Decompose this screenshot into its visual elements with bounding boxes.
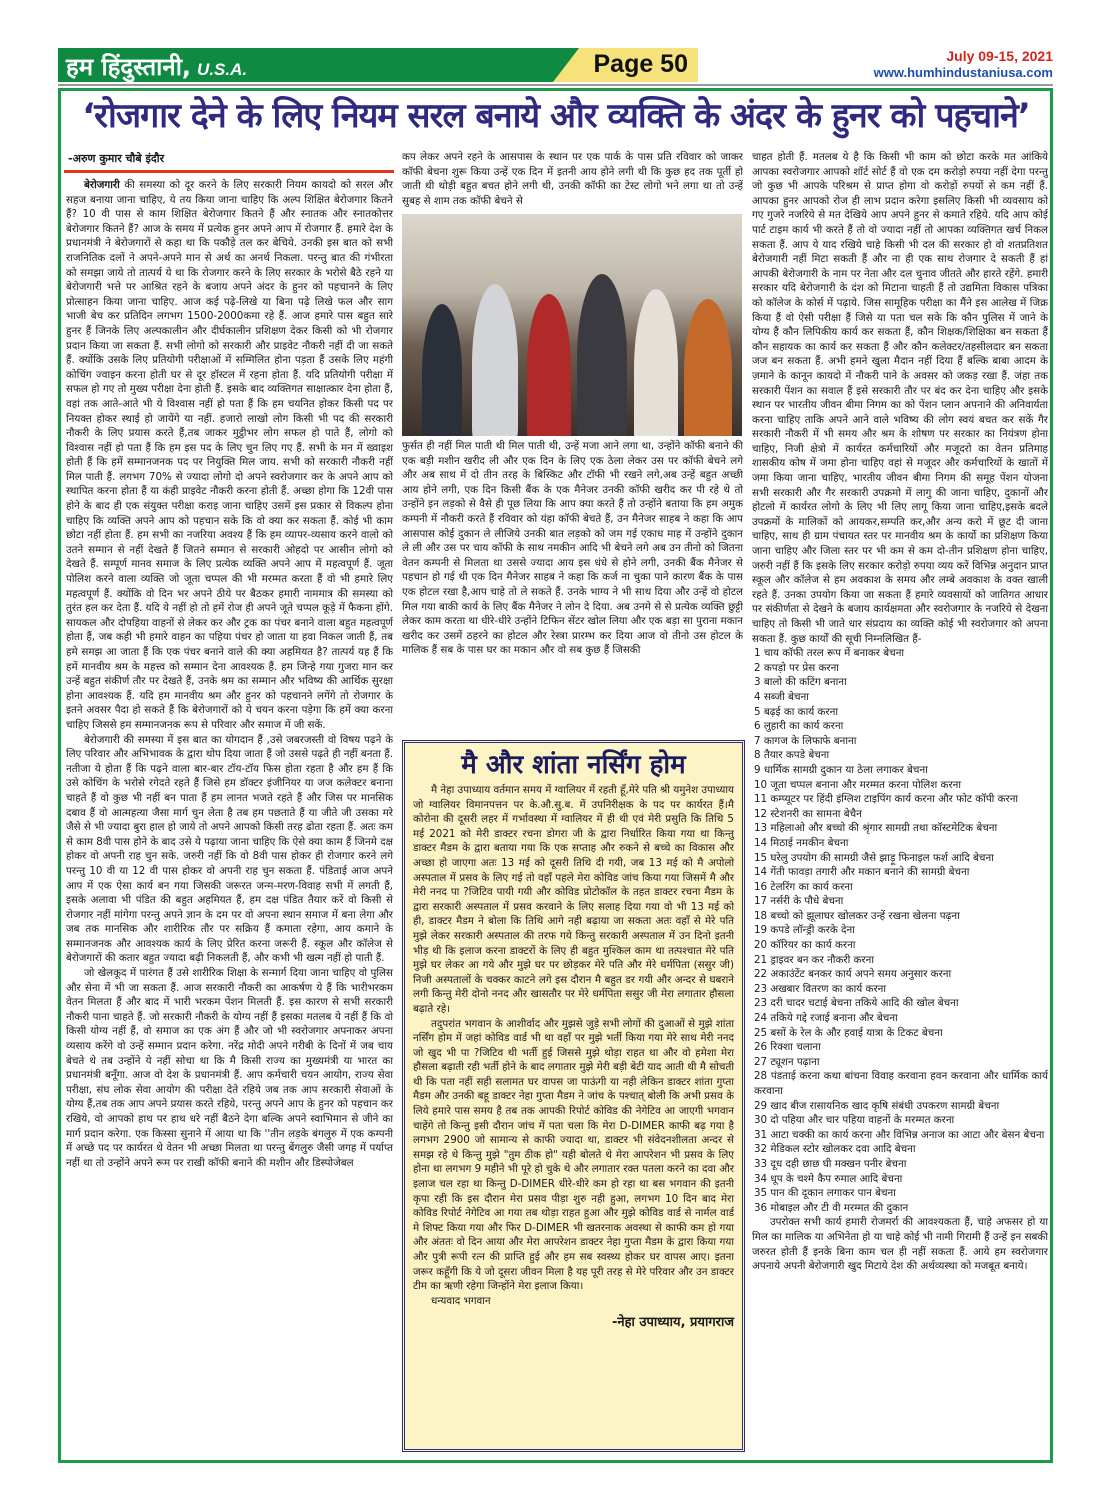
list-item: 9 धार्मिक सामग्री दुकान या ठेला लगाकर बेचना bbox=[754, 763, 928, 776]
list-item: 19 कपडे लॉन्ड्री करके देना bbox=[754, 924, 855, 937]
paragraph: चाहत होती हैं. मतलब ये है कि किसी भी काम को छोटा करके मत आंकिये आपका स्वरोजगार आपको शॉर्ट सोर्ट हैं वो एक दम करोड़ो रुपया नहीं देगा परन्तु जो कुछ भी आपके परिश्रम से प्राप्त होगा वो करोड़ों रुपयों से कम नहीं हैं. आपका हुनर आपको रोज ही लाभ प्रदान करेगा इसलिए किसी भी व्यवसाय को गए गुजरे नजरिये से मत देखिये आप अपने हुनर से कमाते रहिये. यदि आप कोई पार्ट टाइम कार्य भी करते हैं तो वो ज्यादा नहीं तो आपका व्यक्तिगत खर्च निकल सकता हैं. आप ये याद रखिये चाहे किसी भी दल की सरकार हो वो शतप्रतिशत बेरोजगारी नहीं मिटा सकती हैं और ना ही एक साथ रोजगार दे सकती हैं हां आपकी बेरोजगारी के नाम पर नेता और दल चुनाव जीतते और हारते रहेंगे. हमारी सरकार यदि बेरोजगारी के दंश को मिटाना चाहती हैं तो उद्यमिता विकास पत्रिका को कॉलेज के कोर्स में पढ़ाये. जिस सामूहिक परीक्षा का मैंने इस आलेख में जिक्र किया हैं वो ऐसी परीक्षा हैं जिसे या पता चल सके कि कौन पुलिस में जाने के योग्य हैं कौन लिपिकीय कार्य कर सकता हैं, कौन शिक्षक/शिक्षिका बन सकता हैं कौन सहायक का कार्य कर सकता हैं और कौन कलेक्टर/तहसीलदार बन सकता जज बन सकता हैं. अभी हमने खुला मैदान नहीं दिया हैं बल्कि बाबा आदम के ज़माने के कानून कायदो में नौकरी पाने के अवसर को जकड़ रखा हैं. जंहा तक सरकारी पेंशन का सवाल हैं इसे सरकारी तौर पर बंद कर देना चाहिए और इसके स्थान पर भारतीय जीवन बीमा निगम का को पेंशन प्लान अपनाने की अनिवार्यता करना चाहिए ताकि अपने आने वाले भविष्य की लोग स्वयं बचत कर सकें गैर सरकारी नौकरी में भी समय और श्रम के शोषण पर सरकार का नियंत्रण होना चाहिए, निजी क्षेत्रो में कार्यरत कर्मचारियों और मजूदरो का वेतन प्रतिमाह शासकीय कोष में जमा होना चाहिए वहां से मजूदर और कर्मचारियों के खातों में जमा किया जाना चाहिए, भारतीय जीवन बीमा निगम की समूह पेंशन योजना सभी सरकारी और गैर सरकारी उपक्रमो में लागु की जाना चाहिए, दुकानों और होटलो में कार्यरत लोगो के लिए भी लिए लागू किया जाना चाहिए,इसके बदले उपक्रमों के मालिकों को आयकर,सम्पति कर,और अन्य करो में छूट दी जाना चाहिए, साथ ही ग्राम पंचायत स्तर पर मानवीय श्रम के कार्यो का प्रशिक्षण किया जाना चाहिए और जिला स्तर पर भी कम से कम दो-तीन प्रशिक्षण होना चाहिए, जरुरी नहीं हैं कि इसके लिए सरकार करोड़ो रुपया व्यय करें विभिन्न अनुदान प्राप्त स्कूल और कॉलेज से हम अवकाश के समय और लम्बे अवकाश के वक्त खाली रहते हैं. उनका उपयोग किया जा सकता हैं हमारे व्यवसायों को जातिगत आधार पर संकीर्णता से देखने के बजाय कार्यक्षमता और स्वरोजगार के नजरिये से देखना चाहिए तो किसी भी जाते धार संप्रदाय का व्यक्ति कोई भी स्वरोजगार को अपना सकता हैं. कुछ कार्यों की सूची निम्नलिखित हैं- bbox=[752, 151, 1048, 645]
list-item: 14 गेंती फावड़ा तगारी और मकान बनाने की सामग्री बेचना bbox=[754, 866, 970, 879]
list-item: 11 कम्प्यूटर पर हिंदी इंग्लिश टाइपिंग कार्य करना और फोट कॉपी करना bbox=[754, 793, 1019, 806]
list-item: 1 चाय कॉफी तरल रूप में बनाकर बेचना bbox=[754, 647, 905, 660]
list-item: 35 पान की दूकान लगाकर पान बेचना bbox=[754, 1187, 896, 1200]
list-item: 16 टेलरिंग का कार्य करना bbox=[754, 880, 853, 893]
list-item: 10 जूता चप्पल बनाना और मरम्मत करना पोलिश करना bbox=[754, 778, 962, 791]
sidebar-story-box bbox=[402, 740, 745, 1452]
brand-logo bbox=[66, 50, 247, 83]
list-item: 3 बालो की कटिंग बनाना bbox=[754, 676, 847, 689]
list-item: 34 धूप के चश्मे कैप रुमाल आदि बेचना bbox=[754, 1172, 903, 1185]
brand-suffix: U.S.A. bbox=[197, 60, 248, 79]
news-photo-office-team bbox=[402, 214, 742, 436]
closing-paragraph: उपरोक्त सभी कार्य हमारी रोजमर्रा की आवश्यकता हैं, चाहे अफसर हो या मिल का मालिक या अभिनेता हो या चाहे कोई भी नामी गिरामी हैं उन्हें इन सबकी जरुरत होती हैं इनके बिना काम चल ही नहीं सकता हैं. आये हम स्वरोजगार अपनाये अपनी बेरोजगारी खुद मिटाये देश की अर्थव्यस्था को मजबूत बनाये। bbox=[752, 1216, 1048, 1273]
sidebar-title: मै और शांता नर्सिंग होम bbox=[461, 750, 686, 780]
list-item: 5 बढ़ई का कार्य करना bbox=[754, 705, 838, 718]
column-3 bbox=[752, 150, 1048, 1456]
byline: -अरुण कुमार चौबे इंदौर bbox=[68, 152, 165, 165]
website-link[interactable]: www.humhindustaniusa.com bbox=[873, 65, 1053, 80]
list-item: 24 तकिये गद्दे रजाई बनाना और बेचना bbox=[754, 1012, 898, 1025]
masthead bbox=[58, 48, 1053, 82]
list-item: 26 रिक्शा चलाना bbox=[754, 1041, 821, 1054]
sidebar-signature: -नेहा उपाध्याय, प्रयागराज bbox=[611, 1315, 734, 1331]
column-2-top bbox=[402, 150, 743, 212]
issue-date: July 09-15, 2021 bbox=[946, 48, 1053, 64]
column-1 bbox=[66, 178, 393, 1456]
list-item: 36 मोबाइल और टी वी मरम्मत की दुकान bbox=[754, 1201, 909, 1214]
list-item: 23 अखबार वितरण का कार्य करना bbox=[754, 982, 887, 995]
list-item: 33 दूध दही छाछ घी मक्खन पनीर बेचना bbox=[754, 1157, 907, 1170]
list-item: 18 बच्चो को झूलाघर खोलकर उन्हें रखना खेलना पढ़ना bbox=[754, 909, 960, 922]
list-item: 8 तैयार कपडे बेचना bbox=[754, 749, 830, 762]
list-item: 28 पंडताई करना कथा बांचना विवाह करवाना हवन करवाना और धार्मिक कार्य करवाना bbox=[754, 1070, 1048, 1097]
list-item: 13 महिलाओ और बच्चो की श्रृंगार सामग्री तथा कॉस्टमेटिक बेचना bbox=[754, 822, 998, 835]
list-item: 22 अकाउंटेंट बनकर कार्य अपने समय अनुसार करना bbox=[754, 968, 952, 981]
list-item: 32 मेडिकल स्टोर खोलकर दवा आदि बेचना bbox=[754, 1143, 916, 1156]
list-item: 21 ड्राइवर बन कर नौकरी करना bbox=[754, 953, 875, 966]
list-item: 7 कागज के लिफाफे बनाना bbox=[754, 734, 857, 747]
list-item: 25 बसों के रेल के और हवाई यात्रा के टिकट बेचना bbox=[754, 1026, 943, 1039]
paragraph: जो खेलकूद में पारंगत हैं उसे शारीरिक शिक्षा के सन्मार्ग दिया जाना चाहिए वो पुलिस और सेना में भी जा सकता हैं. आज सरकारी नौकरी का आकर्षण ये हैं कि भारीभरकम वेतन मिलता हैं और बाद में भारी भरकम पेंशन मिलती हैं. इस कारण से सभी सरकारी नौकरी पाना चाहते हैं. जो सरकारी नौकरी के योग्य नहीं हैं इसका मतलब ये नहीं हैं कि वो किसी योग्य नहीं हैं, वो समाज का एक अंग हैं और जो भी स्वरोजगार अपनाकर अपना व्यसाय करेंगे वो उन्हें सम्मान प्रदान करेगा. नरेंद्र मोदी अपने गरीबी के दिनों में जब चाय बेचते थे तब उन्होंने ये नहीं सोचा था कि मै किसी राज्य का मुख्यमंत्री या भारत का प्रधानमंत्री बनूँगा. आज वो देश के प्रधानमंत्री हैं. आप कर्मचारी चयन आयोग, राज्य सेवा परीक्षा, संघ लोक सेवा आयोग की परीक्षा देते रहिये जब तक आप सरकारी सेवाओं के योग्य हैं,तब तक आप अपने प्रयास करते रहिये, परन्तु अपने आप के हुनर को पहचान कर रखिये, वो आपको हाथ पर हाथ धरे नहीं बैठने देगा बल्कि अपने स्वाभिमान से जीने का मार्ग प्रदान करेगा. एक किस्सा सुनाने में आया था कि ''तीन लड़के बंगलुरु में एक कम्पनी में अच्छे पद पर कार्यरत थे वेतन भी अच्छा मिलता था परन्तु बेंगलुरु जैसी जगह में पर्याप्त नहीं था तो उन्होंने अपने रूम पर राखी कॉफी बनाने की मशीन और डिस्पोजेबल bbox=[66, 967, 393, 1169]
paragraph: तदुपरांत भगवान के आशीर्वाद और मुझसे जुड़े सभी लोगों की दुआओं से मुझे शांता नर्सिंग होम में जहां कोविड वार्ड भी था वहाँ पर मुझे भर्ती किया गया मेरे साथ मेरी ननद जो खुद भी पा ?जिटिव थी भर्ती हुई जिससे मुझे थोड़ा राहत था और वो हमेशा मेरा हौसला बढ़ाती रही भर्ती होने के बाद लगातार मुझे मेरी बड़ी बेटी याद आती थी मै सोचती थी कि पता नहीं सही सलामत घर वापस जा पाऊंगी या नही लेकिन डाक्टर शांता गुप्ता मैडम और उनकी बहू डाक्टर नेहा गुप्ता मैडम ने जांच के पश्चात् बोली कि अभी प्रसव के लिये हमारे पास समय है तब तक आपकी रिपोर्ट कोविड की नेगेटिव आ जाएगी भगवान चाहेंगे तो किन्तु इसी दौरान जांच में पता चला कि मेरा D-DIMER काफी बढ़ गया है लगभग 2900 जो सामान्य से काफी ज्यादा था, डाक्टर भी संवेदनशीलता अन्दर से समझ रहे थे किन्तु मुझे "तुम ठीक हो" यही बोलते थे मेरा आपरेशन भी प्रसव के लिए होना था लगभग 9 महीने भी पूरे हो चुके थे और लगातार रक्त पतला करने का दवा और इलाज चल रहा था किन्तु D-DIMER धीरे-धीरे कम हो रहा था बस भगवान की इतनी कृपा रही कि इस दौरान मेरा प्रसव पीड़ा शुरु नही हुआ, लगभग 10 दिन बाद मेरा कोविड रिपोर्ट नेगेटिव आ गया तब थोड़ा राहत हुआ और मुझे कोविड वार्ड से नार्मल वार्ड मे शिफ्ट किया गया और फिर D-DIMER भी खतरनाक अवस्था से काफी कम हो गया और अंततः वो दिन आया और मेरा आपरेशन डाक्टर नेहा गुप्ता मैडम के द्वारा किया गया और पुत्री रूपी रत्न की प्राप्ति हुई और हम सब स्वस्थ्य होकर घर वापस आए। इतना जरूर कहूँगी कि ये जो दूसरा जीवन मिला है यह पूरी तरह से मेरे परिवार और उन डाक्टर टीम का ऋणी रहेगा जिन्होंने मेरा इलाज किया। bbox=[413, 1017, 735, 1293]
paragraph: धन्यवाद भगवान bbox=[431, 1294, 491, 1307]
list-item: 6 लुहारी का कार्य करना bbox=[754, 720, 844, 733]
paragraph: कप लेकर अपने रहने के आसपास के स्थान पर एक पार्क के पास प्रति रविवार को जाकर कॉफी बेचना शुरू किया उन्हें एक दिन में इतनी आय होने लगी थी कि कुछ हद तक पूर्ती हो जाती थी थोड़ी बहुत बचत होने लगी थी, उनकी कॉफी का टेस्ट लोगो भने लगा था तो उन्हें सुबह से शाम तक कॉफी बेचने से bbox=[402, 151, 743, 207]
list-item: 31 आटा चक्की का कार्य करना और विभिन्न अनाज का आटा और बेसन बेचना bbox=[754, 1128, 1045, 1141]
list-item: 29 खाद बीज रासायनिक खाद कृषि संबंधी उपकरण सामग्री बेचना bbox=[754, 1099, 1000, 1112]
paragraph: मै नेहा उपाध्याय वर्तमान समय में ग्वालियर में रहती हूँ,मेरे पति श्री यमुनेश उपाध्याय जो ग्वालियर विमानपत्तन पर के.औ.सु.ब. में उपनिरीक्षक के पद पर कार्यरत हैं।मै कोरोना की दूसरी लहर में गर्भावस्था में ग्वालियर में ही थी एवं मेरी प्रसुति कि तिथि 5 मई 2021 को मेरी डाक्टर रचना डोगरा जी के द्वारा निर्धारित किया गया था किन्तु डाक्टर मैडम के द्वारा बताया गया कि एक सप्ताह और रुकने से बच्चे का विकास और अच्छा हो जाएगा अतः 13 मई को दूसरी तिथि दी गयी, जब 13 मई को मै अपोलो अस्पताल में प्रसव के लिए गई तो वहाँ पहले मेरा कोविड जांच किया गया जिसमें मै और मेरी ननद पा ?जिटिव पायी गयी और कोविड प्रोटोकॉल के तहत डाक्टर रचना मैडम के द्वारा सरकारी अस्पताल में प्रसव करवाने के लिए सलाह दिया गया वो भी 13 मई को ही, डाक्टर मैडम ने बोला कि तिथि आगे नही बढ़ाया जा सकता अतः वहाँ से मेरे पति मुझे लेकर सरकारी अस्पताल की तरफ गये किन्तु सरकारी अस्पताल में उन दिनो इतनी भीड़ थी कि इलाज करना डाक्टरों के लिए ही बहुत मुश्किल काम था तत्पश्चात मेरे पति मुझे घर लेकर आ गये और मुझे घर पर छोड़कर मेरे पति और मेरे धर्मपिता (ससुर जी) निजी अस्पतालों के चक्कर काटने लगे इस दौरान मै बहुत डर गयी और अन्दर से घबराने लगी किन्तु मेरी दोनो ननद और खासतौर पर मेरे धर्मपिता ससुर जी मेरा लगातार हौसला बढ़ाते रहे। bbox=[413, 784, 735, 1015]
list-item: 20 कॉरियर का कार्य करना bbox=[754, 939, 856, 952]
paragraph bbox=[66, 178, 393, 733]
paragraph-text: की समस्या को दूर करने के लिए सरकारी नियम कायदो को सरल और सहज बनाया जाना चाहिए, ये तय किया जाना चाहिए कि अल्प शिक्षित बेरोजगार कितने हैं? 10 वी पास से काम शिक्षित बेरोजगार कितने हैं और स्नातक और स्नातकोत्तर बेरोजगार कितने हैं? आज के समय में प्रत्येक हुनर अपने आप में रोजगार हैं. हमारे देश के प्रधानमंत्री ने बेरोजगारों से कहा था कि पकौड़े तल कर बेचिये. उनकी इस बात को सभी राजनितिक दलों ने अपने-अपने मान से अर्थ का अनर्थ निकला. परन्तु बात की गंभीरता को समझा जाये तो तात्पर्य ये था कि रोजगार करने के लिए सरकार के भरोसे बैठे रहने या बेरोजगारी भत्ते पर आश्रित रहने के बजाय अपने अंदर के हुनर को पहचानने के लिए प्रोत्साहन किया जाना चाहिए. आज कई पढ़े-लिखे या बिना पढ़े लिखे फल और साग भाजी बेच कर प्रतिदिन लगभग 1500-2000कमा रहे हैं. आज हमारे पास बहुत सारे हुनर हैं जिनके लिए अल्पकालीन और दीर्घकालीन प्रशिक्षण देकर किसी को भी रोजगार प्रदान किया जा सकता हैं. सभी लोगो को सरकारी और प्राइवेट नौकरी नहीं दी जा सकते हैं. क्योंकि उसके लिए प्रतियोगी परीक्षाओं में सम्मिलित होना पड़ता हैं उसके लिए महंगी कोचिंग ज्वाइन करना होती घर से दूर हॉस्टल में रहना होता हैं. यदि प्रतियोगी परीक्षा में सफल हो गए तो मुख्य परीक्षा देना होती हैं. इसके बाद व्यक्तिगत साक्षात्कार देना होता हैं, वहां तक आते-आते भी ये विश्वास नहीं हो पता हैं कि हम चयनित होकर किसी पद पर नियक्त होकर स्थाई हो जायेंगे या नहीं. हजारो लाखो लोग किसी भी पद की सरकारी नौकरी के लिए प्रयास करते हैं,तब जाकर मुट्ठीभर लोग सफल हो पाते हैं, लोगो को विश्वास नहीं हो पता हैं कि हम इस पद के लिए चुन लिए गए हैं. सभी के मन में ख्वाइश होती हैं कि हमें सम्मानजनक पद पर नियुक्ति मिल जाय. सभी को सरकारी नौकरी नहीं मिल पाती हैं. लगभग 70% से ज्यादा लोगो दो अपने स्वरोजगार कर के अपने आप को स्थापित करना होता हैं या कंही प्राइवेट नौकरी करना होती हैं. अच्छा होगा कि 12वी पास होने के बाद ही एक संयुक्त परीक्षा कराइ जाना चाहिए उसमें इस प्रकार से विकल्प होना चाहिए कि व्यक्ति अपने आप को पहचान सके कि वो क्या कर सकता हैं. कोई भी काम छोटा नहीं होता हैं. हम सभी का नजरिया अवश्य हैं कि हम व्यापर-व्यसाय करने वालो को उतने सम्मान से नहीं देखते हैं जितने सम्मान से सरकारी ओहदो पर आसीन लोगो को देखते हैं. सम्पूर्ण मानव समाज के लिए प्रत्येक व्यक्ति अपने आप में महत्वपूर्ण हैं. जूता पोलिश करने वाला व्यक्ति जो जूता चप्पल की भी मरम्मत करता हैं वो भी हमारे लिए महत्वपूर्ण हैं. क्योंकि वो दिन भर अपने ठीये पर बैठकर हमारी नाममात्र की समस्या को तुरंत हल कर देता हैं. यदि ये नहीं हो तो हमें रोज ही अपने जूते चप्पल कूड़े में फैकना होंगे. सायकल और दोपहिया वाहनों से लेकर कर और ट्रक का पंचर बनाने वाला बहुत महत्वपूर्ण होता हैं, जब कही भी हमारे वाहन का पहिया पंचर हो जाता या हवा निकल जाती हैं, तब हमे समझ आ जाता हैं कि एक पंचर बनाने वाले की क्या अहमियत है? तात्पर्य यह हैं कि हमें मानवीय श्रम के महत्त्व को सम्मान देना आवश्यक हैं. हम जिन्हे गया गुजरा मान कर उन्हें बहुत संकीर्ण तौर पर देखते हैं, उनके श्रम का सम्मान और भविष्य की आर्थिक सुरक्षा होना आवश्यक हैं. यदि हम मानवीय श्रम और हुनर को पहचानने लगेंगे तो रोजगार के इतने अवसर पैदा हो सकते हैं कि बेरोजगारों को ये चयन करना पड़ेगा कि हमें क्या करना चाहिए जिससे हम सम्मानजनक रूप से परिवार और समाज में जी सकें. bbox=[66, 179, 393, 731]
list-item: 14 मिठाई नमकीन बेचना bbox=[754, 836, 849, 849]
article-headline: ‘रोजगार देने के लिए नियम सरल बनाये और व्यक्ति के अंदर के हुनर को पहचाने’ bbox=[82, 96, 1030, 136]
paragraph: बेरोजगारी की समस्या में इस बात का योगदान हैं ,उसे जबरजस्ती वो विषय पढ़ने के लिए परिवार और अभिभावक के द्वारा थोप दिया जाता हैं जो उससे पढ़ते ही नहीं बनता हैं. नतीजा ये होता हैं कि पढ़ने वाला बार-बार टॉय-टॉय फिस होता रहता है और हम हैं कि उसे कोचिंग के भरोसे रगेदते रहते हैं जिसे हम डॉक्टर इंजीनियर या जज कलेक्टर बनाना चाहते हैं वो कुछ भी नहीं बन पाता हैं हम लानत भजते रहते हैं और जिस पर मानसिक दबाव हैं वो आत्महत्या जैसा मार्ग चुन लेता है तब हम पछताते हैं या जीते जी उसका मरे जैसे से भी ज्यादा बुरा हाल हो जाये तो अपने आपको किसी तरह ढोता रहता हैं. अतः कम से काम 8वी पास होने के बाद उसे ये पढ़ाया जाना चाहिए कि ऐसे क्या काम हैं जिनमे दक्ष होकर वो अपनी राह चुन सके. जरुरी नहीं कि वो 8वी पास होकर ही रोजगार करने लगे परन्तु 10 वी या 12 वी पास होकर वो अपनी राह चुन सकता हैं. पंडिताई आज अपने आप में एक ऐसा कार्य बन गया जिसकी जरूरत जन्म-मरण-विवाह सभी में लगती हैं, इसके अलावा भी पंडित की बहुत अहमियत हैं, हम दक्ष पंडित तैयार करें वो किसी से रोजगार नहीं मांगेगा परन्तु अपने ज्ञान के दम पर वो अपना स्थान समाज में बना लेगा और जब तक मानसिक और शारीरिक तौर पर सक्रिय हैं कमाता रहेगा, आय कमाने के सम्मानजनक और आवश्यक कार्य के लिए प्रेरित करना जरूरी हैं. स्कूल और कॉलेज से बेरोजगारों की कतार बहुत ज्यादा बढ़ी निकलती हैं, और कभी भी खत्म नहीं हो पाती हैं. bbox=[66, 733, 393, 965]
byline-divider bbox=[64, 170, 394, 173]
list-item: 15 घरेलु उपयोग की सामग्री जैसे झाड़ू फिनाइल फर्श आदि बेचना bbox=[754, 851, 994, 864]
list-item: 30 दो पहिया और चार पहिया वाहनों के मरम्मत करना bbox=[754, 1114, 955, 1127]
lead-word: बेरोजगारी bbox=[84, 179, 120, 191]
paragraph: फुर्सत ही नहीं मिल पाती थी मिल पाती थी, उन्हें मजा आने लगा था, उन्होंने कॉफी बनाने की एक बड़ी मशीन खरीद ली और एक दिन के लिए एक ठेला लेकर उस पर कॉफी बेचने लगे और अब साथ में दो तीन तरह के बिस्किट और टॉफी भी रखने लगे,अब उन्हें बहुत अच्छी आय होने लगी, एक दिन किसी बैंक के एक मैनेजर उनकी कॉफी खरीद कर पी रहे थे तो उन्होंने इन लड़को से वैसे ही पूछ लिया कि आप क्या करते हैं तो उन्होंने बताया कि हम अमुक कम्पनी में नौकरी करते हैं रविवार को यंहा कॉफी बेचते हैं, उन मैनेजर साहब ने कहा कि आप आसपास कोई दुकान ले लीजिये उनकी बात लड़को को जम गई एकाध माह में उन्होंने दुकान ले ली और उस पर चाय कॉफी के साथ नमकीन आदि भी बेचने लगे अब उन तीनो को जितना वेतन कम्पनी से मिलता था उससे ज्यादा आय इस धंधे से होने लगी, उनकी बैंक मैनेजर से पहचान हो गई थी एक दिन मैनेजर साहब ने कहा कि कर्ज ना चुका पाने कारण बैंक के पास एक होटल रखा है,आप चाहे तो ले सकते हैं. उनके भाग्य ने भी साथ दिया और उन्हें वो होटल मिल गया बाकी कार्य के लिए बैंक मैनेजर ने लोन दे दिया. अब उनमे से से प्रत्येक व्यक्ति छुट्टी लेकर काम करता था धीरे-धीरे उन्होंने टिफिन सेंटर खोल लिया और एक बड़ा सा पुराना मकान खरीद कर उसमें ठहरने का होटल और रेस्त्रा प्रारम्भ कर दिया आज वो तीनो उस होटल के मालिक हैं सब के पास घर का मकान और वो सब कुछ हैं जिसकी bbox=[402, 440, 743, 657]
list-item: 4 सब्जी बेचना bbox=[754, 690, 809, 703]
list-item: 2 कपड़ो पर प्रेस करना bbox=[754, 661, 839, 674]
brand-name: हम हिंदुस्तानी, bbox=[66, 53, 192, 81]
list-item: 23 दरी चादर चटाई बेचना तकिये आदि की खोल बेचना bbox=[754, 997, 959, 1010]
list-item: 27 ट्यूशन पढ़ाना bbox=[754, 1055, 820, 1068]
page-number: Page 50 bbox=[593, 50, 688, 78]
list-item: 17 नर्सरी के पौधे बेचना bbox=[754, 895, 844, 908]
self-employment-list bbox=[752, 646, 1048, 1215]
list-item: 12 स्टेशनरी का सामना बेचैन bbox=[754, 807, 862, 820]
column-2-middle bbox=[402, 439, 743, 737]
header-divider bbox=[58, 84, 1053, 86]
